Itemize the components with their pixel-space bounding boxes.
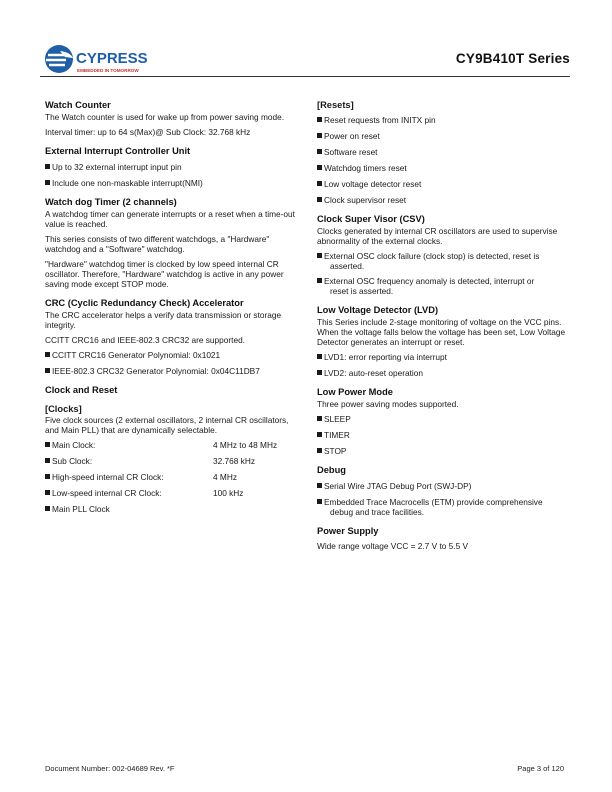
list-item: [317, 276, 567, 296]
page-header: [40, 38, 570, 82]
clock-name: Low-speed internal CR Clock:: [52, 488, 162, 498]
list-item: STOP: [317, 446, 567, 456]
paragraph: This series consists of two different watchdogs, a "Hardware" watchdog and a "Software" watchdog.: [45, 234, 270, 254]
paragraph: This Series include 2-stage monitoring of voltage on the VCC pins. When the voltage falls below the voltage has been set, Low Voltage Detector generates an interrupt or reset.: [317, 317, 566, 347]
section-heading: Power Supply: [317, 526, 379, 536]
list-item: Clock supervisor reset: [317, 195, 567, 205]
section-heading: External Interrupt Controller Unit: [45, 146, 191, 156]
crc-section: [45, 298, 297, 376]
paragraph: Five clock sources (2 external oscillators, 2 internal CR oscillators, and Main PLL) that are dynamically selectable.: [45, 415, 289, 435]
clock-list: [45, 440, 297, 514]
low-power-section: [317, 387, 567, 456]
list-item: Watchdog timers reset: [317, 163, 567, 173]
section-heading: CRC (Cyclic Redundancy Check) Accelerator: [45, 298, 244, 308]
power-supply-section: [317, 526, 567, 551]
paragraph: The CRC accelerator helps a verify data transmission or storage integrity.: [45, 310, 282, 330]
list-item: Software reset: [317, 147, 567, 157]
paragraph: "Hardware" watchdog timer is clocked by low speed internal CR oscillator. Therefore, "Hardware" watchdog is active in any power saving mode except STOP mode.: [45, 259, 284, 289]
section-heading: Low Power Mode: [317, 387, 393, 397]
paragraph: Clocks generated by internal CR oscillators are used to supervise abnormality of the external clocks.: [317, 226, 558, 246]
header-divider: [40, 76, 570, 77]
list-item: Low voltage detector reset: [317, 179, 567, 189]
section-heading: Debug: [317, 465, 346, 475]
list-item: [45, 488, 297, 498]
list-item-text: reset is asserted.: [330, 286, 394, 296]
clock-value: 100 kHz: [213, 488, 244, 498]
list-item: CCITT CRC16 Generator Polynomial: 0x1021: [45, 350, 297, 360]
section-heading: Clock Super Visor (CSV): [317, 214, 425, 224]
paragraph: Interval timer: up to 64 s(Max)@ Sub Clock: 32.768 kHz: [45, 127, 251, 137]
list-item: [45, 472, 297, 482]
list-item-text: debug and trace facilities.: [330, 507, 425, 517]
clock-value: 32.768 kHz: [213, 456, 255, 466]
paragraph: Three power saving modes supported.: [317, 399, 459, 409]
section-heading: Low Voltage Detector (LVD): [317, 305, 439, 315]
watchdog-section: [45, 197, 297, 289]
list-item-text: Serial Wire JTAG Debug Port (SWJ-DP): [324, 481, 472, 491]
bullet-list: [317, 115, 567, 205]
section-heading: Watch Counter: [45, 100, 111, 110]
section-heading: Watch dog Timer (2 channels): [45, 197, 177, 207]
paragraph: Wide range voltage VCC = 2.7 V to 5.5 V: [317, 541, 469, 551]
right-column: [317, 100, 567, 560]
list-item: [317, 251, 567, 271]
cypress-logo: [42, 42, 182, 76]
list-item: TIMER: [317, 430, 567, 440]
list-item: [45, 440, 297, 450]
clock-value: 4 MHz: [213, 472, 237, 482]
list-item: Power on reset: [317, 131, 567, 141]
list-item-text: External OSC clock failure (clock stop) is detected, reset is: [324, 251, 540, 261]
list-item: [45, 504, 297, 514]
external-interrupt-section: [45, 146, 297, 188]
bullet-list: [45, 350, 297, 376]
list-item: LVD1: error reporting via interrupt: [317, 352, 567, 362]
list-item: Up to 32 external interrupt input pin: [45, 162, 297, 172]
list-item-text: asserted.: [330, 261, 365, 271]
subsection-heading: [Resets]: [317, 100, 354, 110]
section-heading: Clock and Reset: [45, 385, 118, 395]
bullet-list: [317, 352, 567, 378]
bullet-list: [317, 481, 567, 517]
list-item: [45, 456, 297, 466]
list-item: IEEE-802.3 CRC32 Generator Polynomial: 0x04C11DB7: [45, 366, 297, 376]
clock-name: Sub Clock:: [52, 456, 93, 466]
list-item: LVD2: auto-reset operation: [317, 368, 567, 378]
list-item: [317, 481, 567, 491]
list-item: [317, 497, 567, 517]
debug-section: [317, 465, 567, 517]
csv-section: [317, 214, 567, 296]
logo-wordmark: CYPRESS: [76, 50, 148, 67]
list-item: SLEEP: [317, 414, 567, 424]
list-item: Include one non-maskable interrupt(NMI): [45, 178, 297, 188]
bullet-list: [317, 414, 567, 456]
watch-counter-section: [45, 100, 297, 137]
clock-name: Main PLL Clock: [52, 504, 110, 514]
clock-reset-section: [45, 385, 297, 514]
subsection-heading: [Clocks]: [45, 404, 82, 414]
clock-name: Main Clock:: [52, 440, 96, 450]
paragraph: CCITT CRC16 and IEEE-802.3 CRC32 are supported.: [45, 335, 245, 345]
lvd-section: [317, 305, 567, 378]
bullet-list: [317, 251, 567, 296]
clock-value: 4 MHz to 48 MHz: [213, 440, 278, 450]
list-item-text: External OSC frequency anomaly is detected, interrupt or: [324, 276, 535, 286]
list-item: Reset requests from INITX pin: [317, 115, 567, 125]
page-number: Page 3 of 120: [517, 764, 564, 773]
bullet-list: [45, 162, 297, 188]
document-number: Document Number: 002-04689 Rev. *F: [45, 764, 175, 773]
series-title: CY9B410T Series: [455, 51, 570, 66]
left-column: [45, 100, 297, 523]
clock-name: High-speed internal CR Clock:: [52, 472, 164, 482]
paragraph: A watchdog timer can generate interrupts or a reset when a time-out value is reached.: [45, 209, 295, 229]
paragraph: The Watch counter is used for wake up from power saving mode.: [45, 112, 285, 122]
list-item-text: Embedded Trace Macrocells (ETM) provide comprehensive: [324, 497, 543, 507]
resets-section: [317, 100, 567, 205]
logo-tagline: EMBEDDED IN TOMORROW: [77, 68, 139, 73]
